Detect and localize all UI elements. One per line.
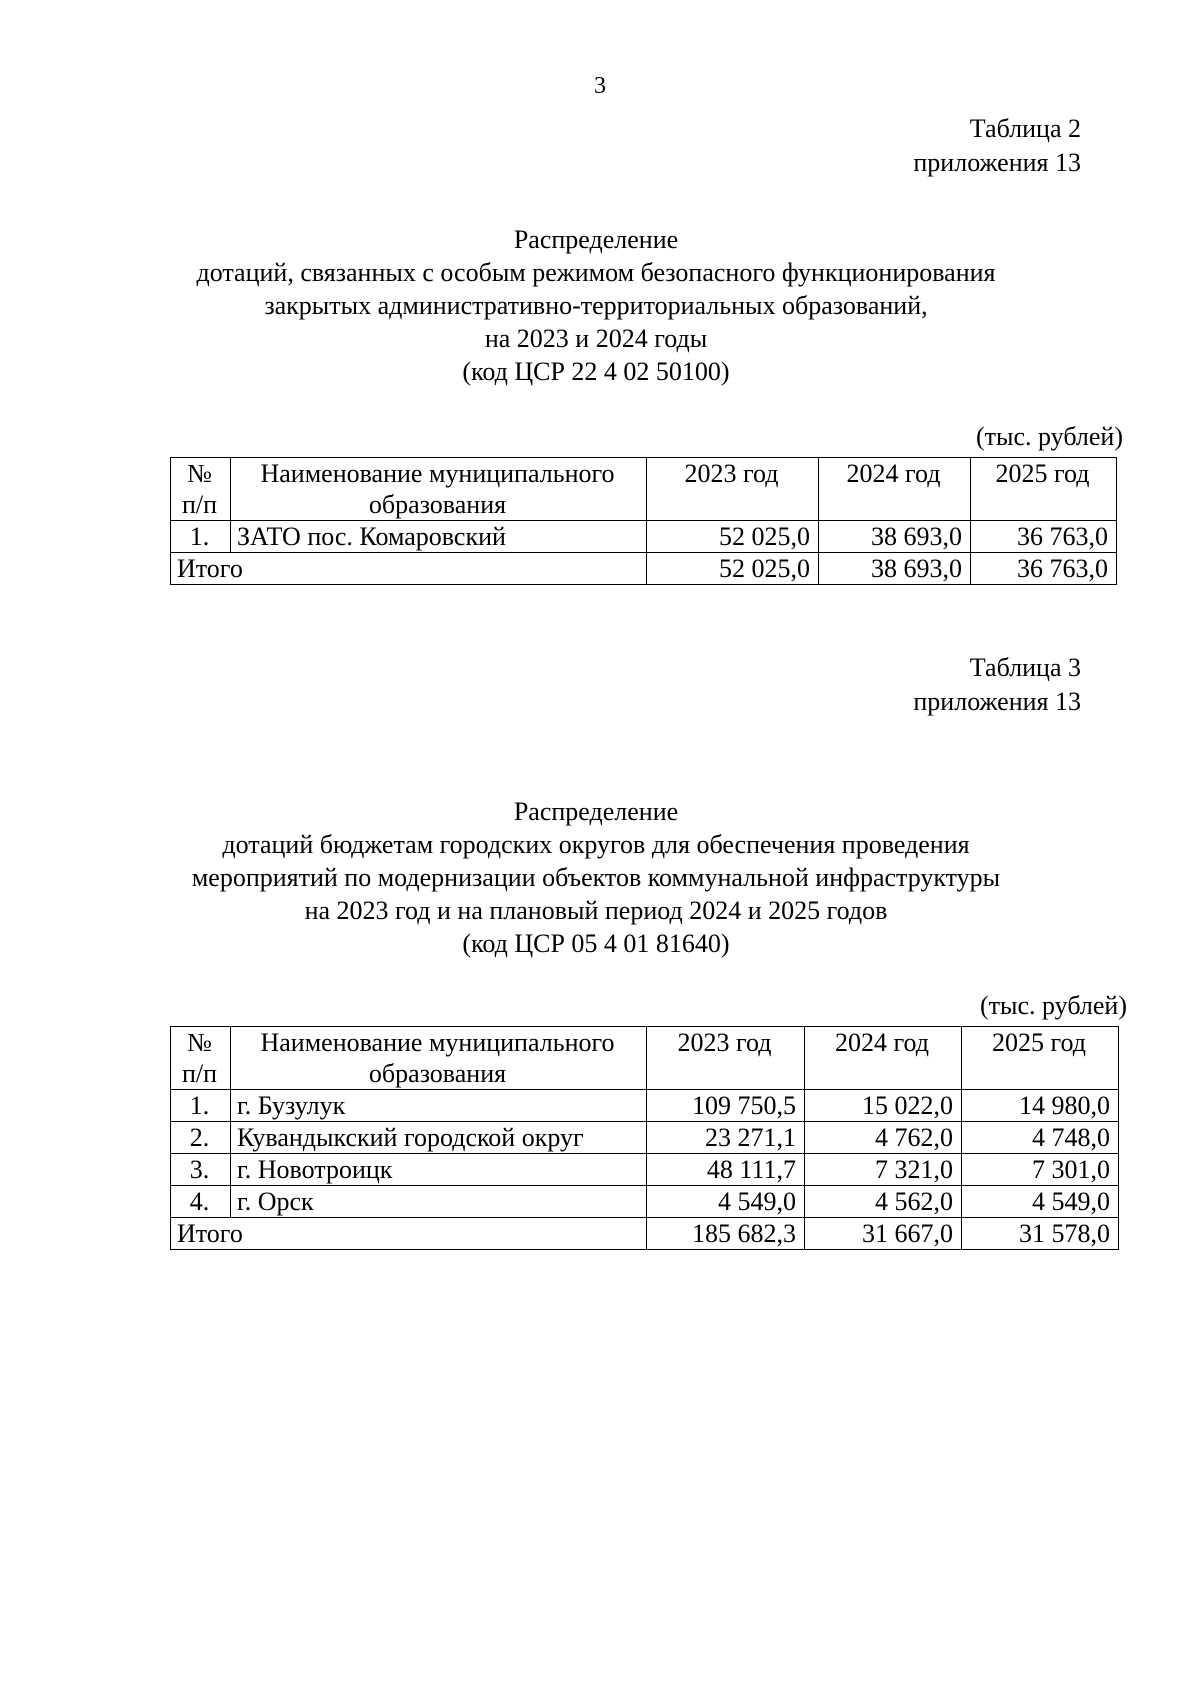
row-value-2025: 36 763,0 (971, 521, 1117, 553)
table3-reference (913, 651, 1081, 719)
table3-ref-line1: Таблица 3 (969, 653, 1081, 682)
table2-header-name (231, 458, 647, 521)
table3-title-line: (код ЦСР 05 4 01 81640) (462, 929, 730, 958)
table2-header-2025: 2025 год (971, 458, 1117, 521)
row-value-2024: 4 762,0 (805, 1122, 962, 1154)
table2-title-line: Распределение (513, 225, 679, 254)
row-value-2023: 48 111,7 (647, 1154, 805, 1186)
row-num: 3. (171, 1154, 231, 1186)
table-row (171, 1090, 1119, 1122)
table3-title-line: дотаций бюджетам городских округов для обеспечения проведения (222, 830, 970, 859)
table3-header-2025: 2025 год (962, 1027, 1119, 1090)
table2-total-row (171, 553, 1117, 585)
table3-ref-line2: приложения 13 (913, 687, 1081, 716)
total-value-2025: 31 578,0 (962, 1218, 1119, 1250)
row-value-2025: 4 549,0 (962, 1186, 1119, 1218)
row-value-2023: 23 271,1 (647, 1122, 805, 1154)
page-number: 3 (594, 73, 606, 99)
total-value-2024: 31 667,0 (805, 1218, 962, 1250)
table3-title-line: мероприятий по модернизации объектов коммунальной инфраструктуры (191, 863, 1001, 892)
row-value-2025: 14 980,0 (962, 1090, 1119, 1122)
num-header-line1: № (187, 1028, 212, 1057)
name-header-line2: образования (368, 490, 507, 519)
name-header-line1: Наименование муниципального (260, 459, 615, 488)
table2-heading (0, 223, 1200, 388)
table2 (170, 457, 1117, 585)
table2-reference (913, 112, 1081, 180)
table-row (171, 1122, 1119, 1154)
row-num: 1. (171, 1090, 231, 1122)
table3-header-2023: 2023 год (647, 1027, 805, 1090)
row-value-2024: 38 693,0 (819, 521, 971, 553)
table2-title-line: дотаций, связанных с особым режимом безопасного функционирования (196, 258, 996, 287)
table2-header-num (171, 458, 231, 521)
table3-title-line: на 2023 год и на плановый период 2024 и 2025 годов (304, 896, 888, 925)
row-name: Кувандыкский городской округ (231, 1122, 647, 1154)
table2-ref-line1: Таблица 2 (969, 114, 1081, 143)
total-value-2023: 52 025,0 (647, 553, 819, 585)
table2-header-2023: 2023 год (647, 458, 819, 521)
table3-total-row (171, 1218, 1119, 1250)
row-name: г. Орск (231, 1186, 647, 1218)
table3-heading (0, 795, 1200, 960)
row-value-2025: 4 748,0 (962, 1122, 1119, 1154)
table2-title-line: на 2023 и 2024 годы (484, 324, 708, 353)
row-num: 1. (171, 521, 231, 553)
total-label: Итого (171, 1218, 647, 1250)
table-row (171, 1186, 1119, 1218)
name-header-line2: образования (368, 1059, 507, 1088)
row-num: 2. (171, 1122, 231, 1154)
row-num: 4. (171, 1186, 231, 1218)
table-row (171, 1154, 1119, 1186)
table3-units: (тыс. рублей) (979, 991, 1127, 1020)
row-value-2024: 4 562,0 (805, 1186, 962, 1218)
total-value-2024: 38 693,0 (819, 553, 971, 585)
row-value-2023: 52 025,0 (647, 521, 819, 553)
row-name: ЗАТО пос. Комаровский (231, 521, 647, 553)
table2-header-2024: 2024 год (819, 458, 971, 521)
row-value-2024: 7 321,0 (805, 1154, 962, 1186)
total-value-2023: 185 682,3 (647, 1218, 805, 1250)
num-header-line1: № (187, 459, 212, 488)
table2-ref-line2: приложения 13 (913, 148, 1081, 177)
row-value-2024: 15 022,0 (805, 1090, 962, 1122)
table2-title-line: (код ЦСР 22 4 02 50100) (462, 357, 730, 386)
table2-header-row (171, 458, 1117, 521)
table3-title-line: Распределение (513, 797, 679, 826)
num-header-line2: п/п (181, 490, 218, 519)
total-label: Итого (171, 553, 647, 585)
table2-units: (тыс. рублей) (975, 422, 1123, 451)
table3 (170, 1026, 1119, 1250)
row-value-2025: 7 301,0 (962, 1154, 1119, 1186)
table3-header-2024: 2024 год (805, 1027, 962, 1090)
row-value-2023: 109 750,5 (647, 1090, 805, 1122)
row-name: г. Новотроицк (231, 1154, 647, 1186)
table3-header-name (231, 1027, 647, 1090)
name-header-line1: Наименование муниципального (260, 1028, 615, 1057)
table-row (171, 521, 1117, 553)
total-value-2025: 36 763,0 (971, 553, 1117, 585)
table2-title-line: закрытых административно-территориальных образований, (264, 291, 928, 320)
row-value-2023: 4 549,0 (647, 1186, 805, 1218)
table3-header-num (171, 1027, 231, 1090)
num-header-line2: п/п (181, 1059, 218, 1088)
table3-header-row (171, 1027, 1119, 1090)
row-name: г. Бузулук (231, 1090, 647, 1122)
